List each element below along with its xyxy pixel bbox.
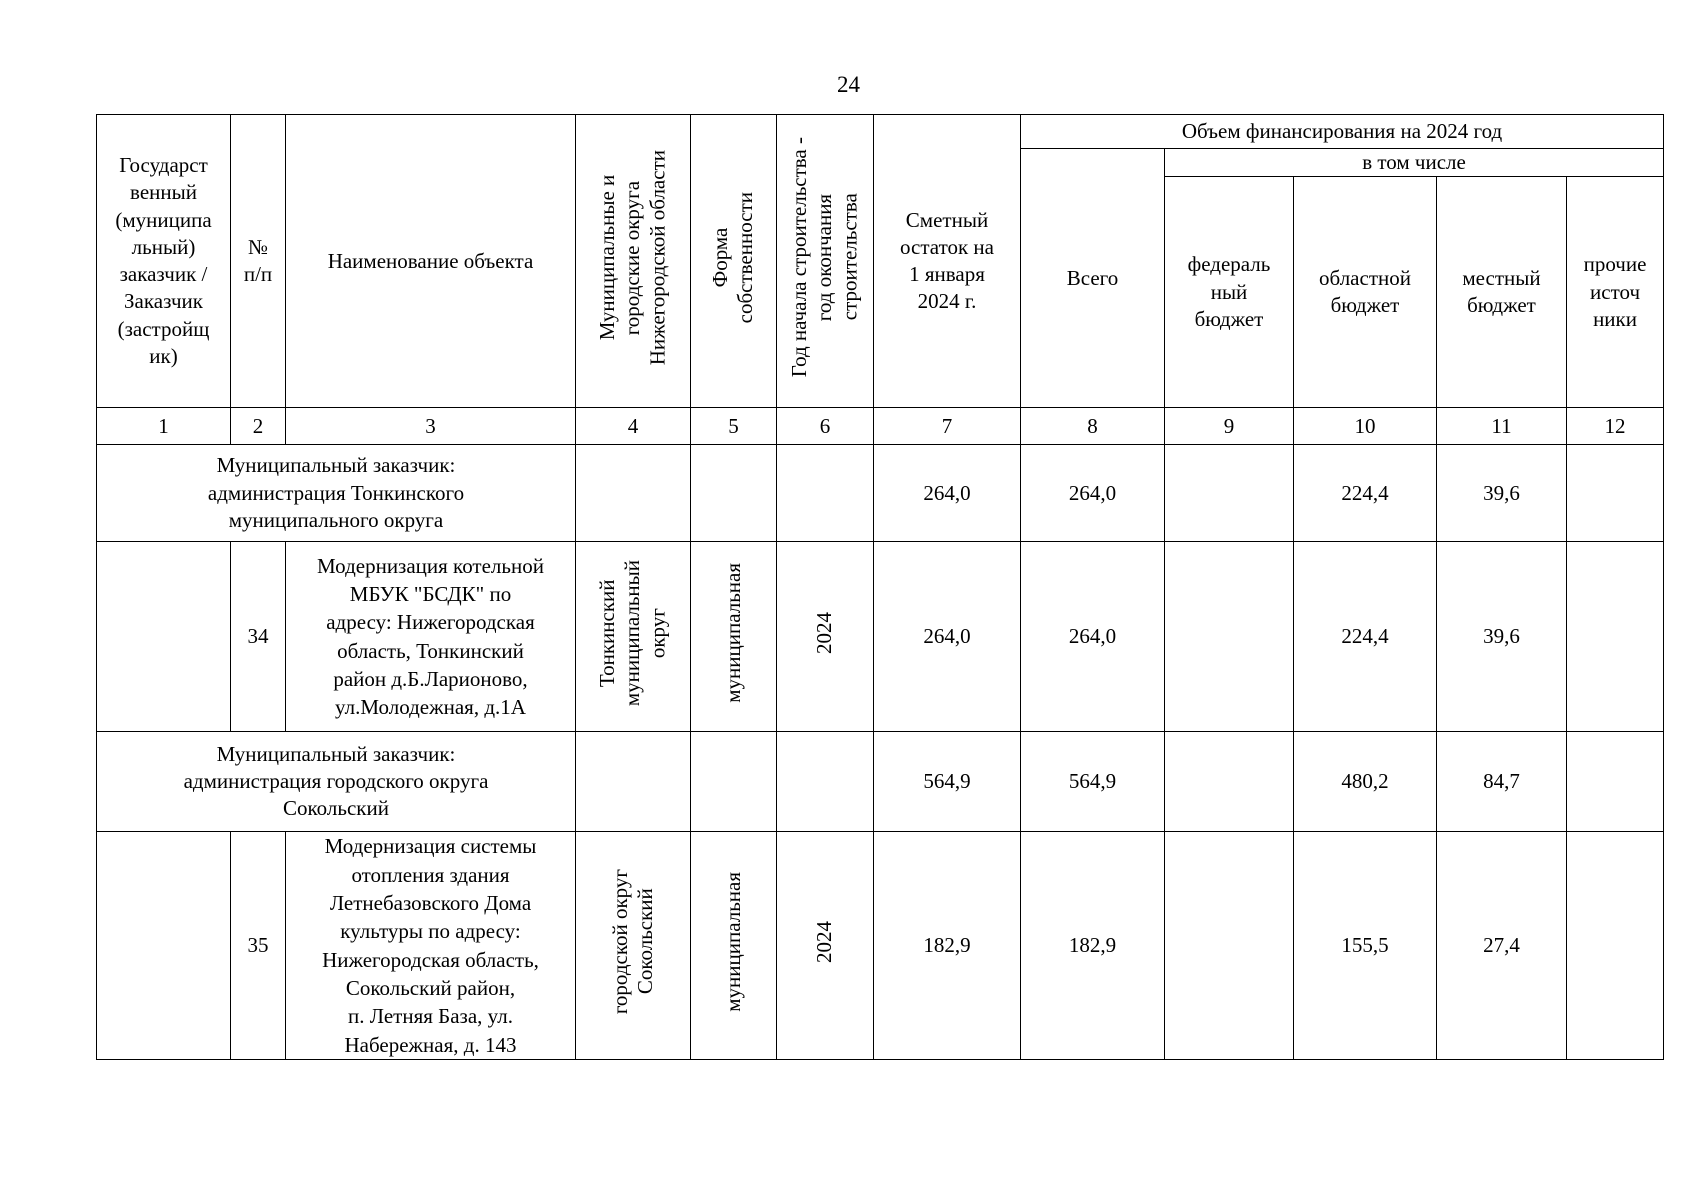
- header-districts: Муниципальные и городские округа Нижегородской области: [576, 115, 691, 408]
- header-ownership: Форма собственности: [691, 115, 777, 408]
- group-total: 264,0: [1021, 445, 1165, 542]
- group-years: [777, 445, 874, 542]
- header-local: местный бюджет: [1437, 177, 1567, 408]
- header-federal: федераль ный бюджет: [1165, 177, 1294, 408]
- object-regional: 224,4: [1294, 542, 1437, 732]
- object-local: 39,6: [1437, 542, 1567, 732]
- header-customer: Государст венный (муниципа льный) заказчик / Заказчик (застройщ ик): [97, 115, 231, 408]
- object-total: 264,0: [1021, 542, 1165, 732]
- table-row-group: [97, 445, 1664, 542]
- column-number: 3: [286, 408, 576, 445]
- column-number: 9: [1165, 408, 1294, 445]
- object-federal: [1165, 832, 1294, 1060]
- object-regional: 155,5: [1294, 832, 1437, 1060]
- object-local: 27,4: [1437, 832, 1567, 1060]
- column-number: 8: [1021, 408, 1165, 445]
- header-financing: Объем финансирования на 2024 год: [1021, 115, 1664, 149]
- header-total: Всего: [1021, 149, 1165, 408]
- object-customer: [97, 542, 231, 732]
- table-row-object: [97, 542, 1664, 732]
- group-regional: 480,2: [1294, 732, 1437, 832]
- group-local: 39,6: [1437, 445, 1567, 542]
- object-name: Модернизация системы отопления здания Летнебазовского Дома культуры по адресу: Нижегородская область, Сокольский район, п. Летняя База, ул. Набережная, д. 143: [286, 832, 576, 1060]
- group-district: [576, 732, 691, 832]
- header-estimate: Сметный остаток на 1 января 2024 г.: [874, 115, 1021, 408]
- header-row-1: [97, 115, 1664, 149]
- header-num: № п/п: [231, 115, 286, 408]
- group-local: 84,7: [1437, 732, 1567, 832]
- column-number: 5: [691, 408, 777, 445]
- group-customer: Муниципальный заказчик: администрация Тонкинского муниципального округа: [97, 445, 576, 542]
- object-years: 2024: [777, 542, 874, 732]
- object-estimate: 182,9: [874, 832, 1021, 1060]
- header-other: прочие источ ники: [1567, 177, 1664, 408]
- group-estimate: 564,9: [874, 732, 1021, 832]
- group-ownership: [691, 445, 777, 542]
- group-estimate: 264,0: [874, 445, 1021, 542]
- group-total: 564,9: [1021, 732, 1165, 832]
- table-row-group: [97, 732, 1664, 832]
- header-years: Год начала строительства - год окончания строительства: [777, 115, 874, 408]
- column-number: 6: [777, 408, 874, 445]
- object-ownership: муниципальная: [691, 832, 777, 1060]
- page-number: 24: [837, 72, 860, 97]
- column-number: 10: [1294, 408, 1437, 445]
- object-num: 34: [231, 542, 286, 732]
- group-regional: 224,4: [1294, 445, 1437, 542]
- group-other: [1567, 732, 1664, 832]
- column-number: 7: [874, 408, 1021, 445]
- column-number: 12: [1567, 408, 1664, 445]
- financing-table: [96, 114, 1664, 1060]
- object-estimate: 264,0: [874, 542, 1021, 732]
- group-other: [1567, 445, 1664, 542]
- object-district: Тонкинский муниципальный округ: [576, 542, 691, 732]
- column-number: 11: [1437, 408, 1567, 445]
- column-number: 2: [231, 408, 286, 445]
- object-total: 182,9: [1021, 832, 1165, 1060]
- group-ownership: [691, 732, 777, 832]
- object-federal: [1165, 542, 1294, 732]
- header-including: в том числе: [1165, 149, 1664, 177]
- header-regional: областной бюджет: [1294, 177, 1437, 408]
- object-years: 2024: [777, 832, 874, 1060]
- object-district: городской округ Сокольский: [576, 832, 691, 1060]
- object-customer: [97, 832, 231, 1060]
- group-federal: [1165, 732, 1294, 832]
- group-years: [777, 732, 874, 832]
- object-num: 35: [231, 832, 286, 1060]
- column-numbers-row: [97, 408, 1664, 445]
- object-ownership: муниципальная: [691, 542, 777, 732]
- column-number: 1: [97, 408, 231, 445]
- table-row-object: [97, 832, 1664, 1060]
- group-federal: [1165, 445, 1294, 542]
- group-district: [576, 445, 691, 542]
- object-other: [1567, 832, 1664, 1060]
- object-name: Модернизация котельной МБУК "БСДК" по адресу: Нижегородская область, Тонкинский район д.Б.Ларионово, ул.Молодежная, д.1А: [286, 542, 576, 732]
- column-number: 4: [576, 408, 691, 445]
- header-name: Наименование объекта: [286, 115, 576, 408]
- group-customer: Муниципальный заказчик: администрация городского округа Сокольский: [97, 732, 576, 832]
- object-other: [1567, 542, 1664, 732]
